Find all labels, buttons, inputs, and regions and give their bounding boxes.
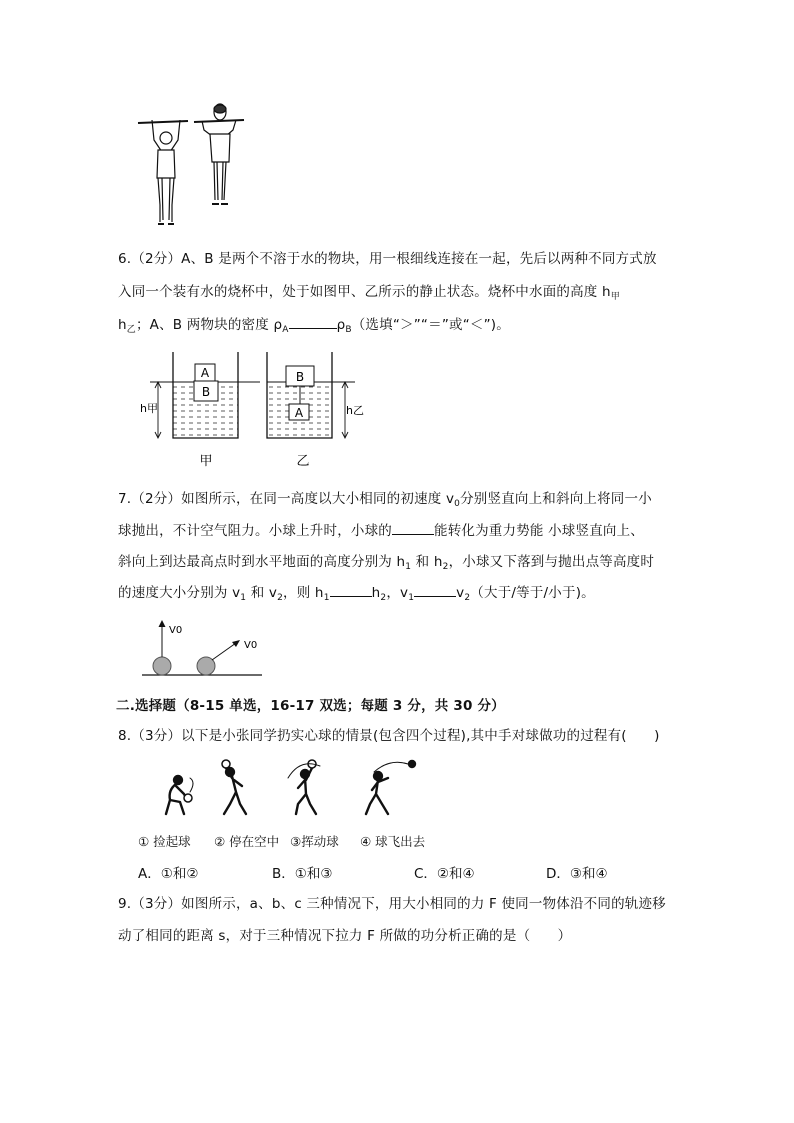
q7-line-2: 球抛出，不计空气阻力。小球上升时，小球的 能转化为重力势能 小球竖直向上、	[118, 523, 644, 539]
q7-blank-energy[interactable]	[392, 522, 434, 535]
q7-blank-speed[interactable]	[414, 584, 456, 597]
q8-caption-4: ④ 球飞出去	[360, 834, 426, 849]
block-b-jia-label: B	[201, 385, 211, 399]
q8-option-d[interactable]: D．③和④	[546, 866, 608, 882]
q7-line-3: 斜向上到达最高点时到水平地面的高度分别为 $h_1$ 和 $h_2$，小球又下落到与抛出点等高度时	[118, 554, 655, 572]
section-2-title: 二.选择题（8-15 单选，16-17 双选；每题 3 分，共 30 分）	[116, 698, 505, 714]
q6-line-3: $h_乙$；A、B 两物块的密度 $\rho_A$ $\rho_B$（选填“＞”“＝”或“＜”)。	[118, 317, 510, 335]
beaker-figure	[140, 348, 364, 473]
caption-jia: 甲	[199, 454, 213, 469]
ball-throw-figure	[140, 615, 270, 680]
q7-blank-height[interactable]	[330, 584, 372, 597]
stage-2-figure	[222, 760, 246, 814]
stage-4-figure	[366, 761, 415, 814]
q7-line-1: 7.（2分）如图所示，在同一高度以大小相同的初速度 $v_0$分别竖直向上和斜向上将同一小	[118, 491, 652, 509]
arrow-diagonal-icon	[232, 640, 240, 647]
q8-caption-1: ① 捡起球	[138, 834, 191, 849]
v0-right-label: V0	[244, 640, 258, 651]
block-b-yi-label: B	[295, 370, 305, 384]
label-h-jia: h甲	[140, 402, 158, 415]
q7-line-4: 的速度大小分别为 $v_1$ 和 $v_2$，则 $h_1$ $h_2$，$v_1$ $v_2$（大于/等于/小于)。	[118, 585, 595, 603]
q8-caption-2: ② 停在空中	[214, 834, 280, 849]
v0-left-label: V0	[169, 625, 183, 636]
q8-line-1: 8.（3分）以下是小张同学扔实心球的情景(包含四个过程),其中手对球做功的过程有( )	[118, 728, 660, 744]
arrow-up-icon	[159, 620, 166, 627]
pullup-person-left	[138, 120, 188, 224]
q6-line-2: 入同一个装有水的烧杯中，处于如图甲、乙所示的静止状态。烧杯中水面的高度 $h_甲$	[118, 284, 620, 302]
pullup-figure	[136, 100, 246, 230]
q8-option-c[interactable]: C．②和④	[414, 866, 475, 882]
block-a-yi-label: A	[294, 406, 304, 420]
q9-line-1: 9.（3分）如图所示，a、b、c 三种情况下，用大小相同的力 F 使同一物体沿不同的轨迹移	[118, 896, 666, 912]
stage-1-figure	[166, 776, 193, 814]
q6-answer-blank[interactable]	[289, 316, 337, 329]
q6-line-1: 6.（2分）A、B 是两个不溶于水的物块，用一根细线连接在一起，先后以两种不同方式放	[118, 251, 657, 267]
q9-line-2: 动了相同的距离 s，对于三种情况下拉力 F 所做的功分析正确的是（ ）	[118, 928, 572, 944]
ball-throw-stages-figure	[150, 758, 430, 820]
q8-caption-3: ③挥动球	[290, 834, 339, 849]
q8-option-a[interactable]: A．①和②	[138, 866, 199, 882]
ball-left	[153, 657, 171, 675]
q8-option-b[interactable]: B．①和③	[272, 866, 333, 882]
label-h-yi: h乙	[346, 404, 364, 417]
pullup-person-right	[194, 104, 244, 204]
block-a-jia-label: A	[200, 366, 210, 380]
caption-yi: 乙	[296, 454, 310, 469]
beaker-yi	[267, 352, 364, 469]
stage-3-figure	[288, 760, 320, 814]
beaker-jia	[140, 352, 260, 469]
